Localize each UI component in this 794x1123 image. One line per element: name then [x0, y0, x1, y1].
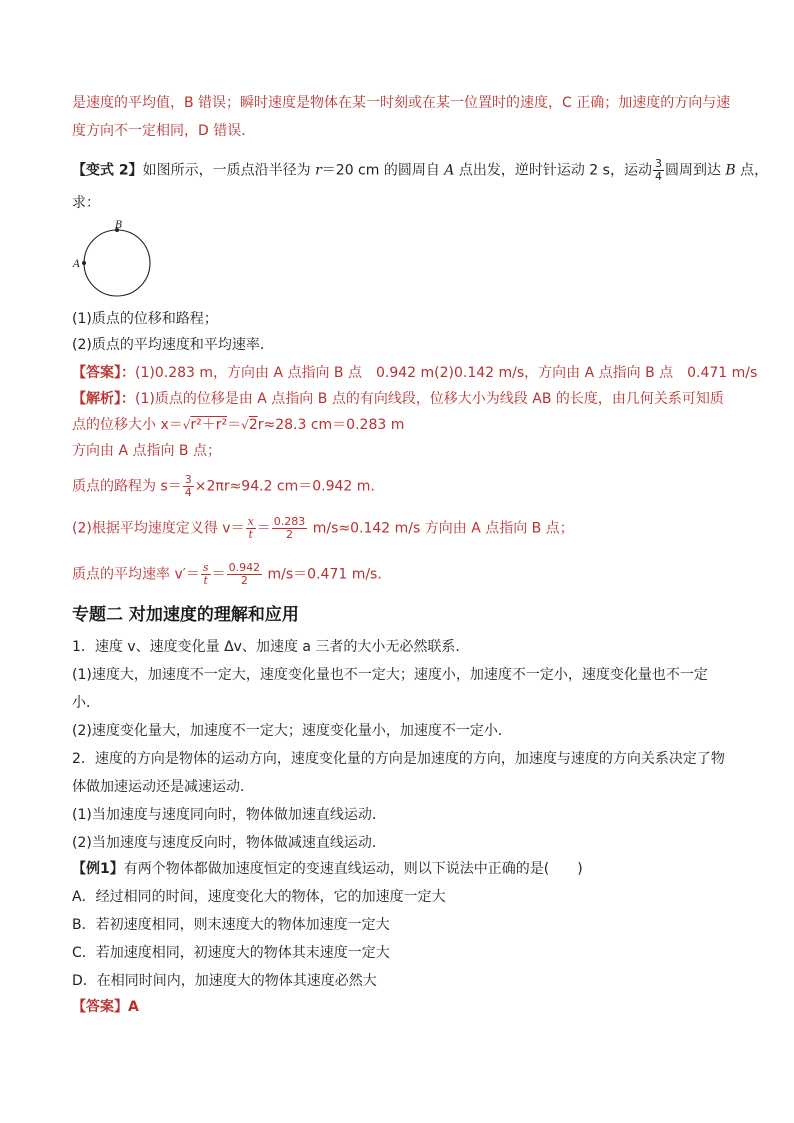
example1-tag: 【例1】 — [72, 861, 124, 877]
path-fraction: $\frac{3}{4}$ — [184, 473, 192, 499]
topic2-p2b: 小． — [72, 695, 100, 711]
topic2-p5: (1)当加速度与速度同向时，物体做加速直线运动． — [72, 807, 386, 823]
analysis-line6: 质点的平均速率 v′＝ $\frac{s}{t}$ ＝ $\frac{0.942}{2}$ m/s＝0.471 m/s. — [72, 561, 382, 587]
example1-answer-value: A — [128, 999, 139, 1015]
point-a-symbol: A — [444, 162, 455, 179]
circle-figure — [72, 218, 162, 308]
point-a-dot — [82, 261, 86, 265]
option-a: A．经过相同的时间，速度变化大的物体，它的加速度一定大 — [72, 889, 446, 905]
sub-question-1: (1)质点的位移和路程； — [72, 311, 218, 327]
speed-fraction: $\frac{0.942}{2}$ — [228, 561, 261, 587]
analysis-line3: 方向由 A 点指向 B 点； — [72, 443, 221, 459]
option-b: B．若初速度相同，则末速度大的物体加速度一定大 — [72, 917, 390, 933]
variant2-text-c: 点出发，逆时针运动 2 s，运动 — [454, 162, 652, 179]
variant2-text-d: 圆周到达 — [664, 162, 726, 179]
velocity-fraction: $\frac{0.283}{2}$ — [273, 515, 306, 541]
option-d: D．在相同时间内，加速度大的物体其速度必然大 — [72, 973, 377, 989]
analysis-line4: 质点的路程为 s＝ $\frac{3}{4}$ ×2πr≈94.2 cm＝0.942 m. — [72, 473, 375, 499]
example1-question — [72, 860, 583, 878]
example1-answer — [72, 998, 139, 1016]
analysis-tag: 【解析】： — [72, 391, 135, 407]
option-c: C．若加速度相同，初速度大的物体其末速度一定大 — [72, 945, 390, 961]
three-quarters-fraction: $\frac{3}{4}$ — [654, 157, 662, 183]
variant2-question-line1 — [72, 158, 768, 183]
variant2-tag: 【变式 2】 — [72, 162, 143, 179]
topic2-p1: 1．速度 v、速度变化量 Δv、加速度 a 三者的大小无必然联系． — [72, 639, 470, 655]
variant2-text-a: 如图所示，一质点沿半径为 — [142, 162, 316, 179]
point-b-symbol: B — [725, 162, 736, 179]
circle-path — [84, 230, 150, 296]
answer-line — [72, 364, 757, 382]
topic2-p6: (2)当加速度与速度反向时，物体做减速直线运动． — [72, 835, 386, 851]
radius-symbol: r — [315, 162, 322, 179]
figure-label-a: A — [73, 259, 81, 270]
variant2-text-e: 点， — [735, 162, 769, 179]
figure-label-b: B — [115, 220, 123, 231]
prev-answer-line2: 度方向不一定相同，D 错误． — [72, 123, 256, 139]
analysis-line2: 点的位移大小 x＝√r²＋r²＝√2r≈28.3 cm＝0.283 m — [72, 417, 405, 433]
topic2-p4b: 体做加速运动还是减速运动． — [72, 779, 254, 795]
variant2-text-b: ＝20 cm 的圆周自 — [321, 162, 445, 179]
analysis-line5: (2)根据平均速度定义得 v＝ $\frac{x}{t}$ ＝ $\frac{0.283}{2}$ m/s≈0.142 m/s 方向由 A 点指向 B 点； — [72, 515, 574, 541]
topic2-p4a: 2．速度的方向是物体的运动方向，速度变化量的方向是加速度的方向，加速度与速度的方向关系决定了物 — [72, 751, 725, 767]
sub-question-2: (2)质点的平均速度和平均速率． — [72, 337, 274, 353]
example1-text: 有两个物体都做加速度恒定的变速直线运动，则以下说法中正确的是( ) — [123, 861, 583, 877]
example1-answer-tag: 【答案】 — [72, 999, 128, 1015]
answer-text: (1)0.283 m，方向由 A 点指向 B 点 0.942 m(2)0.142 m/s，方向由 A 点指向 B 点 0.471 m/s — [135, 365, 758, 381]
topic2-heading: 专题二 对加速度的理解和应用 — [72, 605, 299, 625]
analysis-line1 — [72, 390, 724, 408]
answer-tag: 【答案】： — [72, 365, 135, 381]
analysis-text-1: (1)质点的位移是由 A 点指向 B 点的有向线段，位移大小为线段 AB 的长度，由几何关系可知质 — [135, 391, 724, 407]
topic2-p2a: (1)速度大，加速度不一定大，速度变化量也不一定大；速度小，加速度不一定小，速度变化量也不一定 — [72, 667, 708, 683]
variant2-question-line2: 求： — [72, 195, 100, 211]
topic2-p3: (2)速度变化量大，加速度不一定大；速度变化量小，加速度不一定小． — [72, 723, 512, 739]
prev-answer-line1: 是速度的平均值，B 错误；瞬时速度是物体在某一时刻或在某一位置时的速度，C 正确；加速度的方向与速 — [72, 95, 731, 111]
